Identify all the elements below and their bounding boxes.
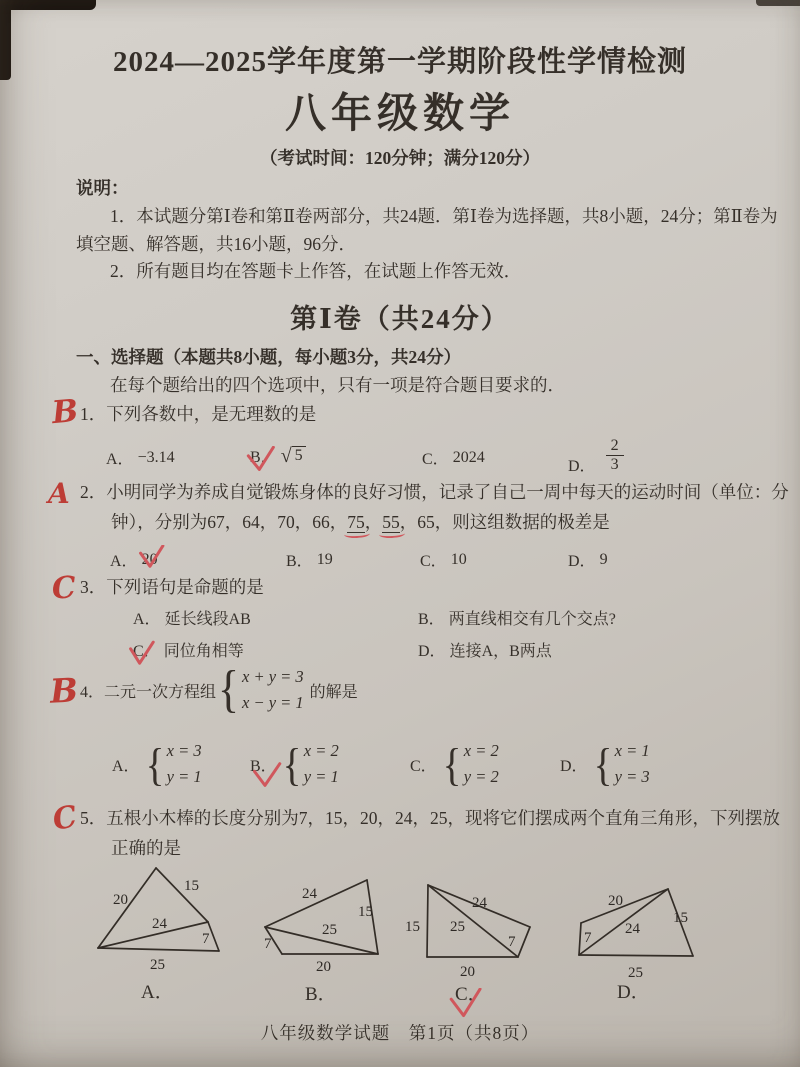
radical-sign: √ bbox=[280, 444, 292, 467]
q2-option-c bbox=[420, 548, 467, 571]
diagram-label-d: D． bbox=[617, 982, 650, 1003]
brace: { bbox=[593, 738, 612, 790]
svg-text:15: 15 bbox=[673, 910, 688, 926]
brace: { bbox=[282, 738, 302, 790]
option-label: B． bbox=[286, 553, 313, 570]
equation-system: { x = 2 y = 1 bbox=[282, 738, 339, 790]
handwritten-answer-q1: B bbox=[50, 392, 80, 432]
diagram-label-b: B． bbox=[305, 984, 337, 1005]
triangle-diagram-b bbox=[258, 872, 388, 974]
svg-text:24: 24 bbox=[472, 895, 487, 911]
svg-text:24: 24 bbox=[152, 916, 167, 932]
svg-text:25: 25 bbox=[150, 957, 165, 973]
underlined-value: 55 bbox=[382, 512, 400, 532]
svg-text:25: 25 bbox=[450, 919, 465, 935]
q5-stem-line1: 5．五根小木棒的长度分别为7，15，20，24，25，现将它们摆成两个直角三角形，下列摆放 bbox=[80, 808, 780, 828]
svg-text:15: 15 bbox=[405, 919, 420, 935]
option-label: B． bbox=[418, 611, 445, 628]
option-label: B． bbox=[250, 757, 277, 775]
svg-text:20: 20 bbox=[316, 959, 331, 974]
option-label: A． bbox=[133, 611, 161, 628]
option-label: C． bbox=[410, 757, 437, 775]
instructions-item2: 2．所有题目均在答题卡上作答，在试题上作答无效． bbox=[110, 261, 522, 281]
svg-text:15: 15 bbox=[358, 904, 373, 920]
section-note: 在每个题给出的四个选项中，只有一项是符合题目要求的． bbox=[110, 375, 565, 395]
option-label: A． bbox=[106, 451, 134, 468]
q4-option-c bbox=[410, 738, 499, 791]
triangle-diagram-d bbox=[570, 880, 705, 980]
handwritten-answer-q2: A bbox=[48, 477, 70, 510]
q5-stem-line2: 正确的是 bbox=[111, 838, 181, 858]
part1-heading: 第Ⅰ卷（共24分） bbox=[290, 304, 510, 334]
q2-stem-line2: 钟），分别为67，64，70，66，75，55，65，则这组数据的极差是 bbox=[111, 512, 610, 532]
q1-option-a bbox=[106, 446, 175, 469]
photo-corner-shadow bbox=[0, 0, 96, 10]
svg-text:20: 20 bbox=[113, 892, 128, 908]
svg-text:24: 24 bbox=[302, 886, 317, 902]
instructions-item1-line2: 填空题、解答题，共16小题，96分． bbox=[76, 234, 356, 254]
q4-stem: 4． 二元一次方程组 { x + y = 3 x − y = 1 的解是 bbox=[80, 661, 358, 719]
q1-option-c bbox=[422, 446, 485, 469]
option-label: A． bbox=[112, 757, 140, 775]
q3-number: 3． bbox=[80, 577, 107, 597]
brace: { bbox=[217, 661, 240, 719]
triangle-diagram-c bbox=[404, 878, 538, 980]
equation-system: { x = 3 y = 1 bbox=[145, 738, 202, 790]
q3-option-b bbox=[418, 606, 616, 629]
option-value: −3.14 bbox=[137, 448, 175, 466]
option-value: 两直线相交有几个交点? bbox=[448, 611, 616, 628]
instructions-item1-line1: 1．本试题分第Ⅰ卷和第Ⅱ卷两部分，共24题．第Ⅰ卷为选择题，共8小题，24分；第Ⅱ卷为 bbox=[110, 206, 778, 226]
option-value: 延长线段AB bbox=[164, 611, 251, 628]
diagram-label-a: A． bbox=[141, 982, 174, 1003]
option-label: D． bbox=[560, 757, 588, 775]
q4-option-a bbox=[112, 738, 202, 791]
q1-option-d bbox=[568, 437, 624, 484]
q1-number: 1． bbox=[80, 404, 107, 424]
brace: { bbox=[145, 738, 164, 790]
q4-number: 4． bbox=[80, 683, 105, 701]
svg-text:25: 25 bbox=[322, 922, 337, 938]
q3-option-a bbox=[133, 606, 251, 629]
diagram-label-c: C． bbox=[455, 984, 487, 1005]
q3-option-d bbox=[418, 638, 552, 661]
exam-info: （考试时间：120分钟；满分120分） bbox=[260, 148, 540, 168]
equation-system: { x = 1 y = 3 bbox=[593, 738, 650, 790]
option-label: A． bbox=[110, 553, 138, 570]
equation-system: { x + y = 3 x − y = 1 bbox=[217, 661, 304, 719]
option-value: 同位角相等 bbox=[163, 643, 244, 660]
handwritten-answer-q5: C bbox=[50, 799, 80, 838]
page-subtitle: 八年级数学 bbox=[285, 90, 515, 136]
brace: { bbox=[442, 738, 462, 790]
svg-text:20: 20 bbox=[608, 893, 623, 909]
option-value: 20 bbox=[141, 550, 158, 568]
option-label: C． bbox=[422, 451, 449, 468]
option-label: C． bbox=[133, 643, 160, 660]
check-icon bbox=[138, 545, 166, 571]
svg-text:25: 25 bbox=[628, 965, 643, 980]
page-title: 2024—2025学年度第一学期阶段性学情检测 bbox=[112, 46, 687, 78]
option-label: C． bbox=[420, 553, 447, 570]
check-icon bbox=[448, 988, 486, 1020]
option-label: D． bbox=[418, 643, 446, 660]
svg-text:7: 7 bbox=[584, 930, 592, 946]
check-icon bbox=[246, 446, 278, 474]
check-icon bbox=[252, 762, 284, 790]
handwritten-answer-q4: B bbox=[48, 670, 79, 711]
option-label: B． bbox=[250, 449, 277, 466]
svg-text:15: 15 bbox=[184, 878, 199, 894]
q1-stem: 1．下列各数中，是无理数的是 bbox=[80, 404, 317, 424]
q4-option-d bbox=[560, 738, 650, 791]
q2-option-d bbox=[568, 548, 608, 571]
svg-text:7: 7 bbox=[264, 936, 272, 952]
svg-text:20: 20 bbox=[460, 964, 475, 980]
underlined-value: 75 bbox=[347, 512, 365, 532]
option-label: D． bbox=[568, 458, 596, 476]
svg-text:7: 7 bbox=[202, 931, 210, 947]
fraction: $\frac{2}{3}$ bbox=[606, 437, 624, 475]
svg-text:24: 24 bbox=[625, 921, 640, 937]
q2-stem-line1: 2．小明同学为养成自觉锻炼身体的良好习惯，记录了自己一周中每天的运动时间（单位：分 bbox=[80, 482, 789, 502]
check-icon bbox=[128, 640, 156, 668]
page-footer: 八年级数学试题 第1页（共8页） bbox=[260, 1023, 540, 1043]
equation-system: { x = 2 y = 2 bbox=[442, 738, 499, 790]
option-label: D． bbox=[568, 553, 596, 570]
option-value: 2024 bbox=[452, 448, 485, 466]
triangle-diagram-a bbox=[88, 862, 233, 974]
q5-number: 5． bbox=[80, 808, 107, 828]
option-value: 19 bbox=[316, 550, 333, 568]
handwritten-answer-q3: C bbox=[50, 570, 78, 607]
svg-text:7: 7 bbox=[508, 934, 516, 950]
section-title: 一、选择题（本题共8小题，每小题3分，共24分） bbox=[76, 347, 461, 367]
photo-corner-shadow bbox=[756, 0, 800, 6]
q2-number: 2． bbox=[80, 482, 107, 502]
instructions-label: 说明： bbox=[76, 178, 129, 198]
option-value: 9 bbox=[599, 550, 608, 568]
option-value: 连接A，B两点 bbox=[449, 643, 552, 660]
q2-option-b bbox=[286, 548, 333, 571]
option-value: 10 bbox=[450, 550, 467, 568]
sqrt-expression: √ 5 bbox=[281, 446, 306, 466]
q3-stem: 3．下列语句是命题的是 bbox=[80, 577, 264, 597]
